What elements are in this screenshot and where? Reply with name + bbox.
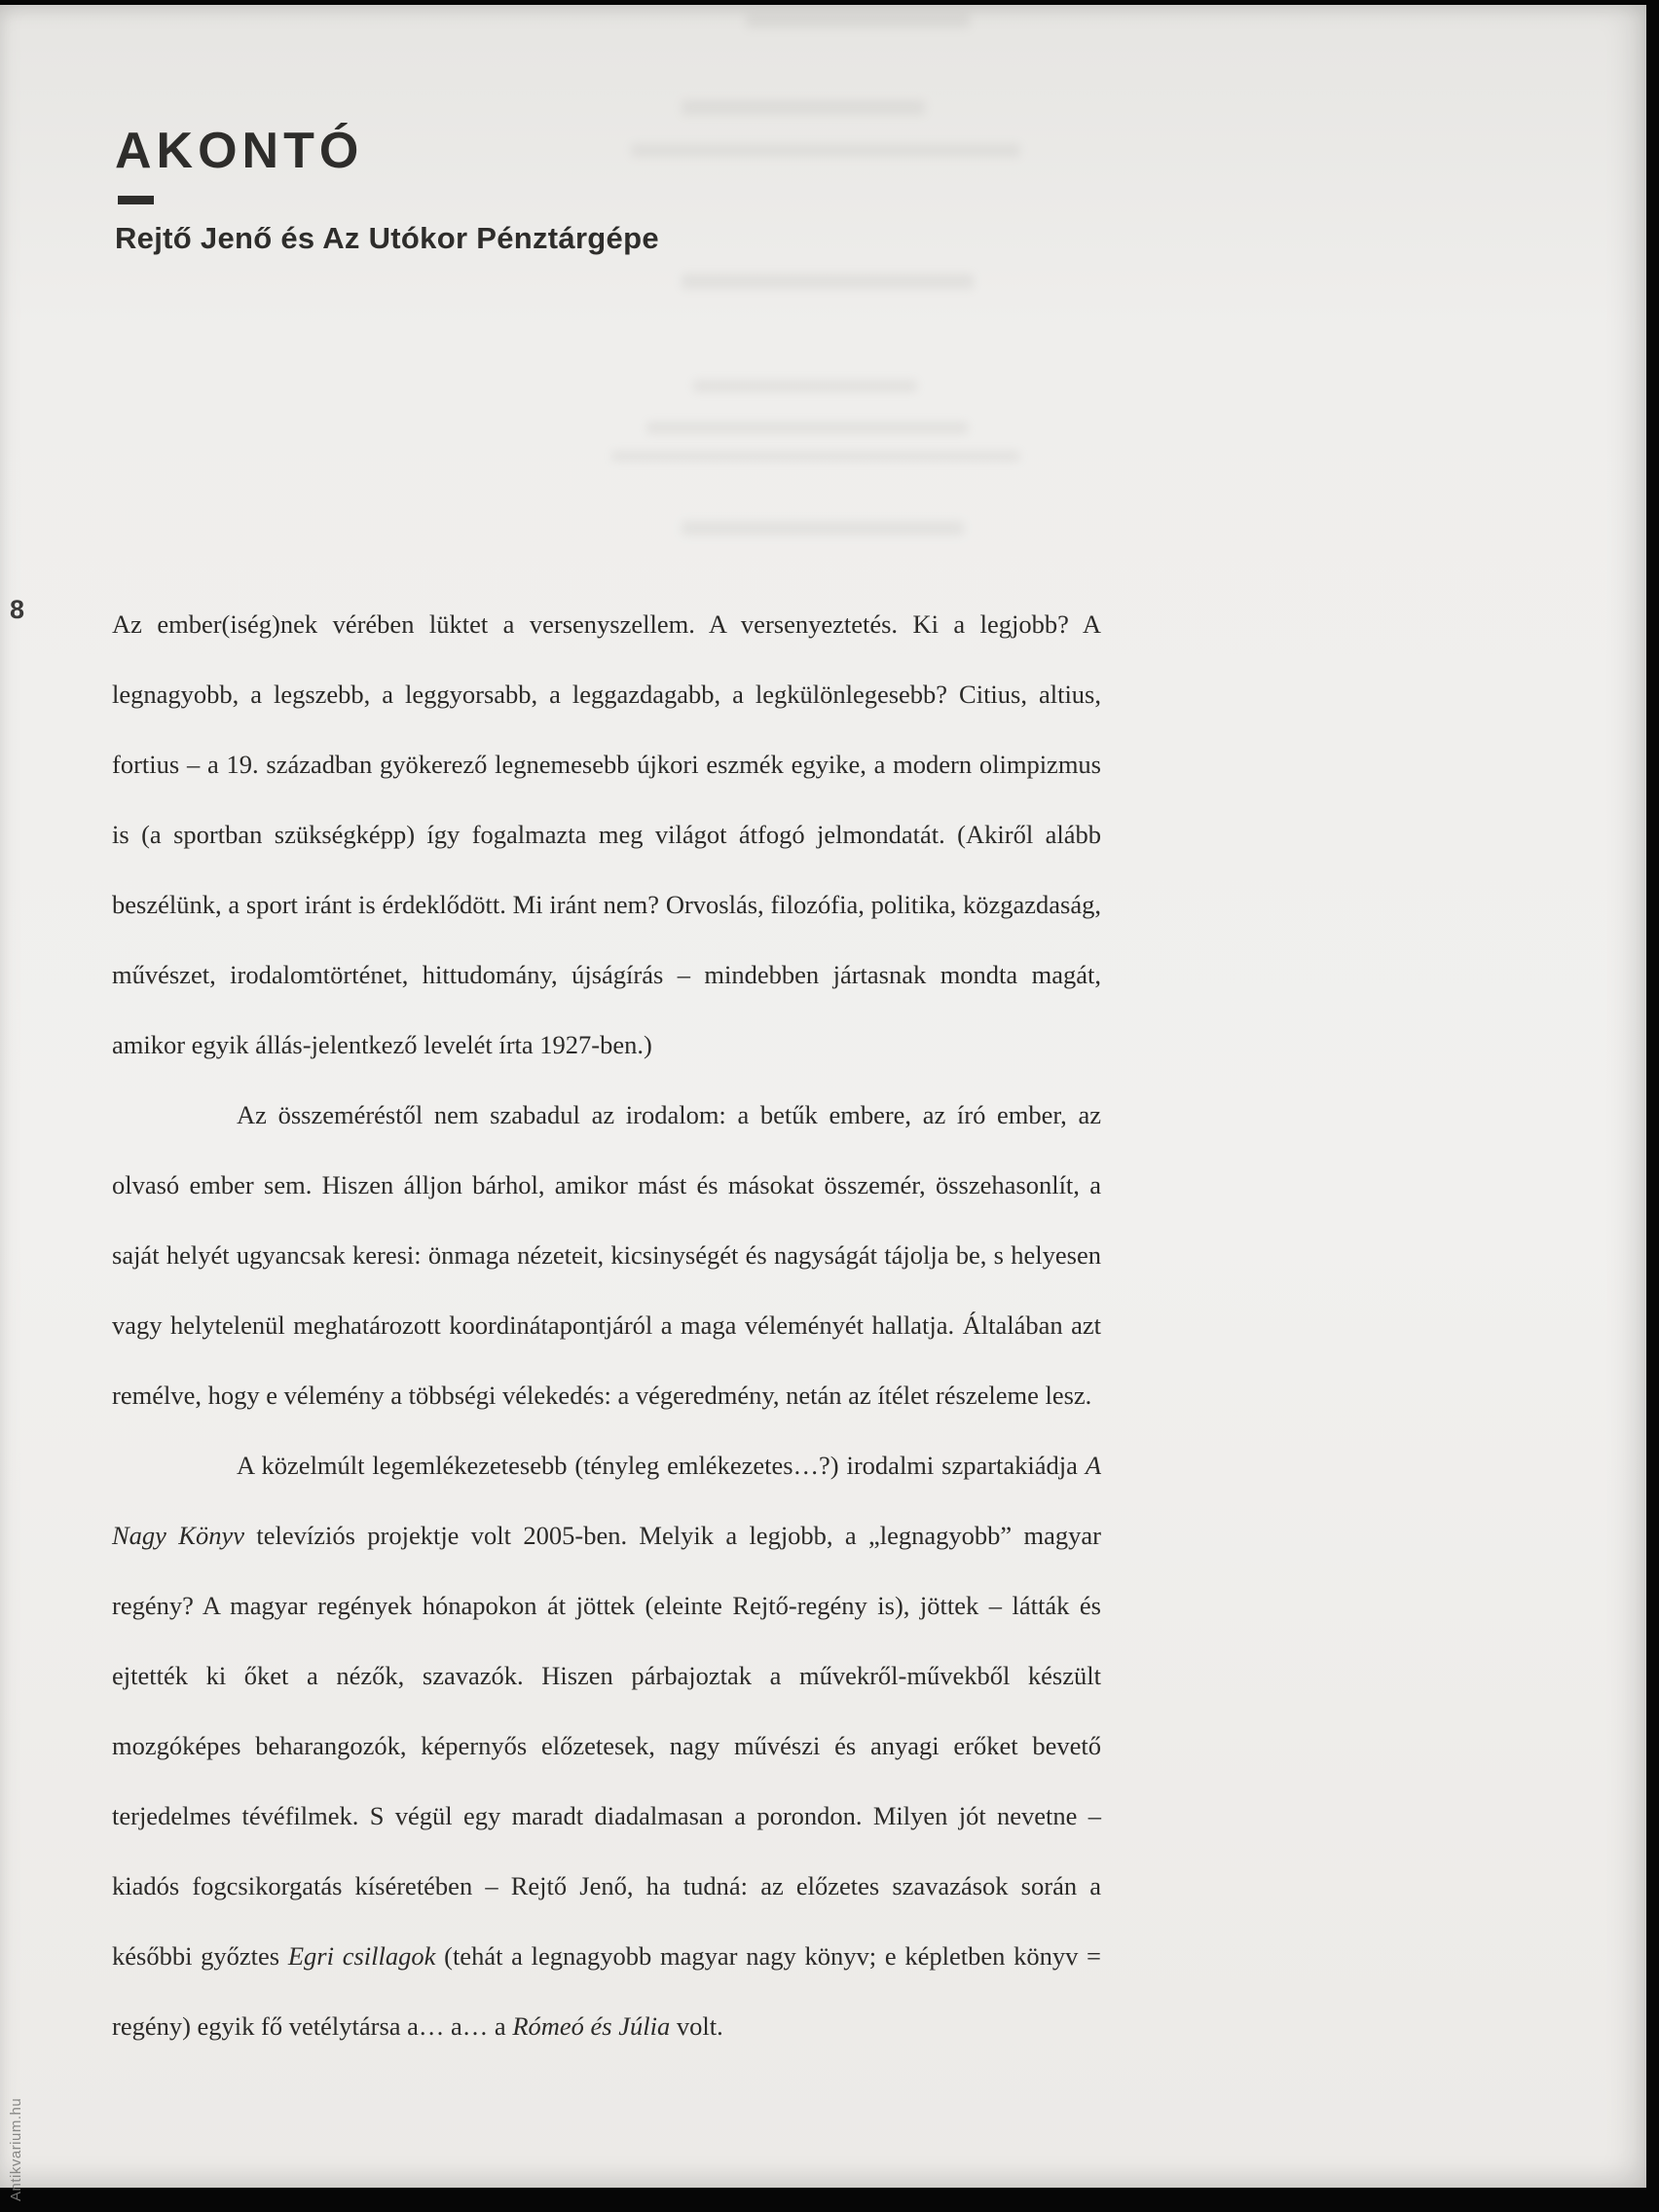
bleedthrough-line <box>693 380 917 392</box>
chapter-subtitle: Rejtő Jenő és Az Utókor Pénztárgépe <box>115 221 659 255</box>
bleedthrough-line <box>646 422 968 434</box>
body-text <box>112 589 1101 2061</box>
text-run: A közelmúlt legemlékezetesebb (tényleg emlékezetes…?) irodalmi szpartakiádja <box>237 1451 1086 1480</box>
bleedthrough-line <box>631 144 1020 157</box>
paragraph <box>112 1430 1101 2061</box>
text-run: volt. <box>670 2011 723 2041</box>
paragraph <box>112 1080 1101 1430</box>
italic-phrase: Rómeó és Júlia <box>512 2011 671 2041</box>
paper-surface <box>0 5 1646 2201</box>
page-number: 8 <box>10 595 25 624</box>
bleedthrough-line <box>682 100 925 115</box>
text-run: Az összeméréstől nem szabadul az irodalom: a betűk embere, az író ember, az olvasó ember sem. Hiszen álljon bárhol, amikor mást és másokat összemér, összehasonlít, a saját helyét ugyancsak keresi: önmaga nézeteit, kicsinységét és nagyságát tájolja be, s helyesen vagy helytelenül meghatározott koordinátapontjáról a maga véleményét hallatja. Általában azt remélve, hogy e vélemény a többségi vélekedés: a végeredmény, netán az ítélet részeleme lesz. <box>112 1100 1101 1410</box>
text-run: Az ember(iség)nek vérében lüktet a versenyszellem. A versenyeztetés. Ki a legjobb? A legnagyobb, a legszebb, a leggyorsabb, a leggazdagabb, a legkülönlegesebb? Citius, altius, fortius – a 19. században gyökerező legnemesebb újkori eszmék egyike, a modern olimpizmus is (a sportban szükségképp) így fogalmazta meg világot átfogó jelmondatát. (Akiről alább beszélünk, a sport iránt is érdeklődött. Mi iránt nem? Orvoslás, filozófia, politika, közgazdaság, művészet, irodalomtörténet, hittudomány, újságírás – mindebben jártasnak mondta magát, amikor egyik állás-jelentkező levelét írta 1927-ben.) <box>112 609 1101 1059</box>
paragraph <box>112 589 1101 1080</box>
title-dash-rule <box>118 196 154 204</box>
chapter-title: AKONTÓ <box>115 123 364 179</box>
italic-phrase: A Nagy Könyv <box>112 1451 1101 1550</box>
italic-phrase: Egri csillagok <box>287 1941 436 1971</box>
bleedthrough-line <box>682 274 974 289</box>
watermark-text: Antikvarium.hu <box>8 2097 24 2201</box>
bleedthrough-line <box>611 451 1020 461</box>
text-run: (tehát a legnagyobb magyar nagy könyv; e képletben könyv = regény) egyik fő vetélytársa a… a… a <box>112 1941 1101 2041</box>
bleedthrough-line <box>746 13 970 28</box>
text-run: televíziós projektje volt 2005-ben. Melyik a legjobb, a „legnagyobb” magyar regény? A magyar regények hónapokon át jöttek (eleinte Rejtő-regény is), jöttek – látták és ejtették ki őket a nézők, szavazók. Hiszen párbajoztak a művekről-művekből készült mozgóképes beharangozók, képernyős előzetesek, nagy művészi és anyagi erőket bevető terjedelmes tévéfilmek. S végül egy maradt diadalmasan a porondon. Milyen jót nevetne – kiadós fogcsikorgatás kíséretében – Rejtő Jenő, ha tudná: az előzetes szavazások során a későbbi győztes <box>112 1521 1102 1971</box>
bleedthrough-line <box>682 521 964 535</box>
